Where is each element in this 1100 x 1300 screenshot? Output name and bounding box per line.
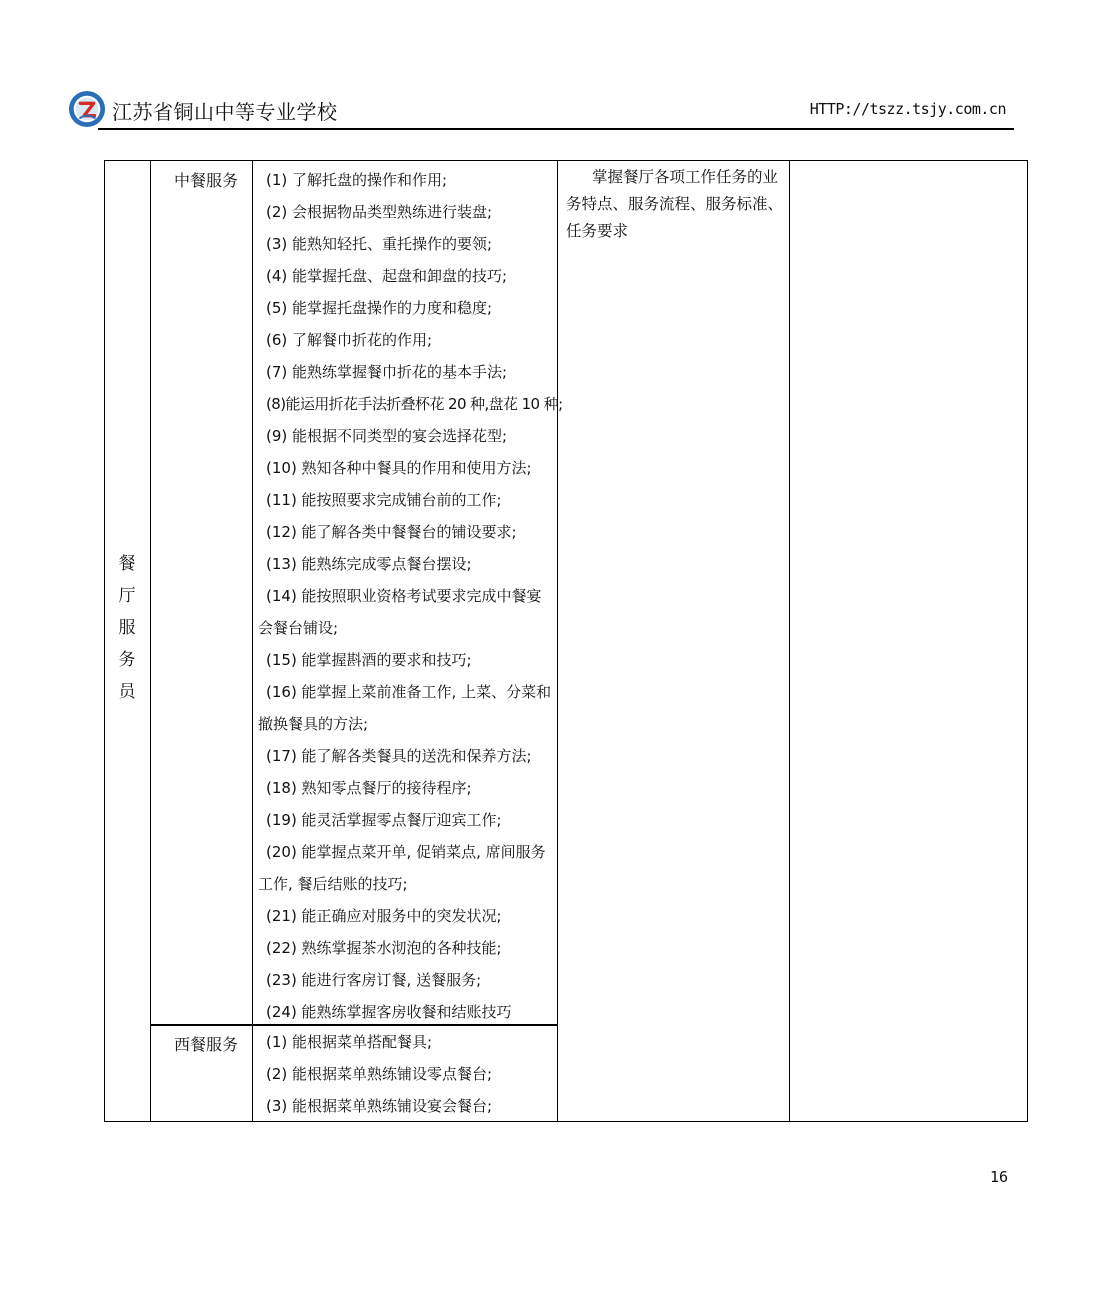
list-item: (2) 能根据菜单熟练铺设零点餐台; — [266, 1065, 493, 1083]
list-item: (9) 能根据不同类型的宴会选择花型; — [266, 427, 508, 445]
list-item: (14) 能按照职业资格考试要求完成中餐宴会餐台铺设; — [258, 587, 542, 637]
list-item: (19) 能灵活掌握零点餐厅迎宾工作; — [266, 811, 502, 829]
role-cell — [104, 548, 150, 708]
table-top-border — [104, 160, 1028, 161]
column-divider-3 — [557, 160, 558, 1122]
page-header — [68, 86, 1014, 132]
list-item: (3) 能根据菜单熟练铺设宴会餐台; — [266, 1097, 493, 1115]
list-item: (23) 能进行客房订餐, 送餐服务; — [266, 971, 482, 989]
list-item: (11) 能按照要求完成铺台前的工作; — [266, 491, 502, 509]
school-name: 江苏省铜山中等专业学校 — [112, 100, 338, 124]
list-item: (17) 能了解各类餐具的送洗和保养方法; — [266, 747, 532, 765]
list-item: (20) 能掌握点菜开单, 促销菜点, 席间服务工作, 餐后结账的技巧; — [258, 843, 546, 893]
list-item: (1) 了解托盘的操作和作用; — [266, 171, 448, 189]
column-divider-4 — [789, 160, 790, 1122]
list-item: (13) 能熟练完成零点餐台摆设; — [266, 555, 472, 573]
list-item: (8)能运用折花手法折叠杯花 20 种,盘花 10 种; — [266, 395, 563, 413]
school-url: HTTP://tszz.tsjy.com.cn — [809, 100, 1006, 118]
list-item: (4) 能掌握托盘、起盘和卸盘的技巧; — [266, 267, 508, 285]
page-number: 16 — [989, 1168, 1008, 1186]
list-item: (3) 能熟知轻托、重托操作的要领; — [266, 235, 493, 253]
role-char: 员 — [118, 682, 136, 702]
column-divider-1 — [150, 160, 151, 1122]
list-item: (15) 能掌握斟酒的要求和技巧; — [266, 651, 472, 669]
list-item: (16) 能掌握上菜前准备工作, 上菜、分菜和撤换餐具的方法; — [258, 683, 552, 733]
header-rule — [98, 128, 1014, 130]
table-right-border — [1027, 160, 1028, 1122]
column-divider-2 — [252, 160, 253, 1122]
role-char: 服 — [118, 618, 136, 638]
task-description: 掌握餐厅各项工作任务的业务特点、服务流程、服务标准、任务要求 — [566, 168, 784, 240]
western-service-items — [258, 1026, 556, 1122]
table-bottom-border — [104, 1121, 1028, 1122]
list-item: (6) 了解餐巾折花的作用; — [266, 331, 433, 349]
school-logo-icon — [68, 90, 106, 128]
list-item: (10) 熟知各种中餐具的作用和使用方法; — [266, 459, 532, 477]
list-item: (12) 能了解各类中餐餐台的铺设要求; — [266, 523, 517, 541]
list-item: (7) 能熟练掌握餐巾折花的基本手法; — [266, 363, 508, 381]
chinese-service-items — [258, 164, 563, 1028]
list-item: (2) 会根据物品类型熟练进行装盘; — [266, 203, 493, 221]
category-chinese-service: 中餐服务 — [174, 171, 239, 190]
list-item: (22) 熟练掌握茶水沏泡的各种技能; — [266, 939, 502, 957]
list-item: (21) 能正确应对服务中的突发状况; — [266, 907, 502, 925]
role-char: 餐 — [118, 554, 136, 574]
list-item: (18) 熟知零点餐厅的接待程序; — [266, 779, 472, 797]
role-char: 厅 — [118, 586, 136, 606]
list-item: (5) 能掌握托盘操作的力度和稳度; — [266, 299, 493, 317]
category-western-service: 西餐服务 — [174, 1035, 239, 1054]
list-item: (1) 能根据菜单搭配餐具; — [266, 1033, 433, 1051]
list-item: (24) 能熟练掌握客房收餐和结账技巧 — [266, 1003, 512, 1021]
role-char: 务 — [118, 650, 136, 670]
